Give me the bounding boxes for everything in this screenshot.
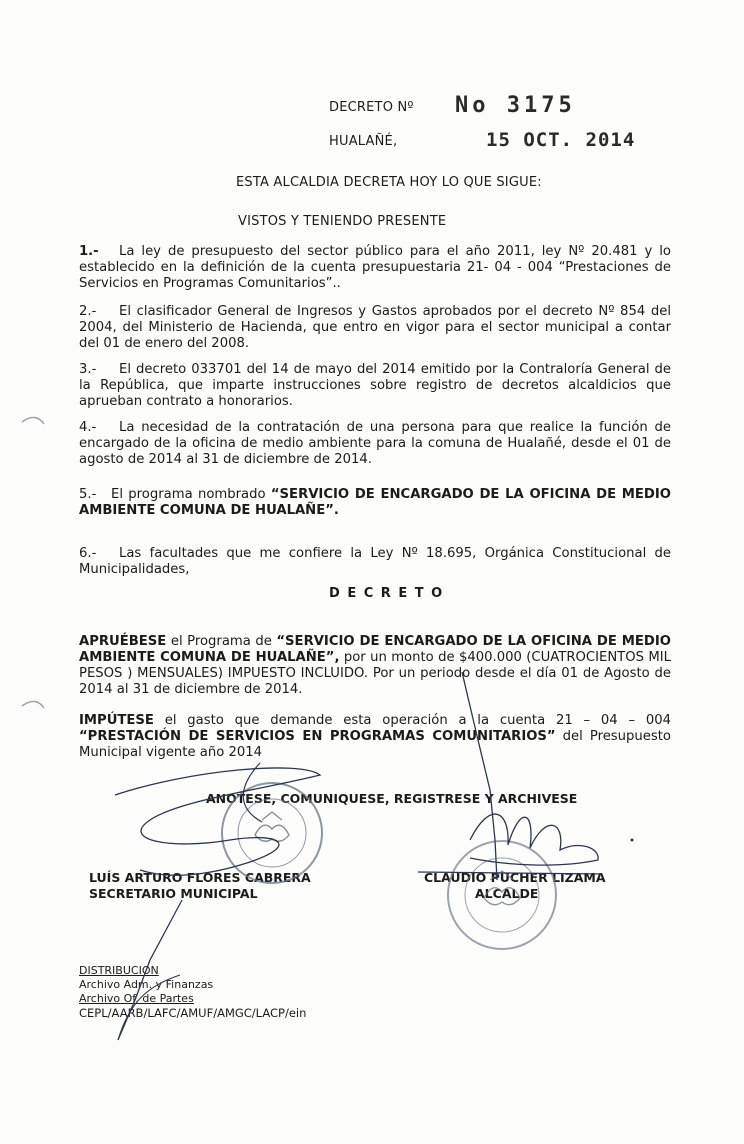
imputese-paragraph — [79, 713, 671, 761]
imputese-word: IMPÚTESE — [79, 713, 154, 728]
item-text: La ley de presupuesto del sector público para el año 2011, ley Nº 20.481 y lo establecido en la definición de la cuenta presupuestaria 21- 04 - 004 “Prestaciones de Servicios en Programas Comunitarios”.. — [79, 244, 671, 291]
item-text: La necesidad de la contratación de una persona para que realice la función de encargado de la oficina de medio ambiente para la comuna de Hualañé, desde el 01 de agosto de 2014 al 31 de diciembre de 2014. — [79, 420, 671, 467]
distribucion-line-3: CEPL/AARB/LAFC/AMUF/AMGC/LACP/ein — [79, 1006, 307, 1020]
right-signatory-name: CLAUDIO PUCHER LIZAMA — [424, 870, 606, 885]
item-text: El clasificador General de Ingresos y Gastos aprobados por el decreto Nº 854 del 2004, del Ministerio de Hacienda, que entro en vigor para el sector municipal a contar del 01 de enero del 2008. — [79, 304, 671, 351]
left-signature-mark — [115, 768, 320, 875]
apruebese-paragraph — [79, 634, 671, 698]
imputese-text-1: el gasto que demande esta operación a la cuenta 21 – 04 – 004 — [153, 713, 671, 728]
anotese-line: ANOTESE, COMUNIQUESE, REGISTRESE Y ARCHIVESE — [206, 791, 578, 806]
item-number: 4.- — [79, 420, 97, 435]
left-signatory-name: LUÍS ARTURO FLORES CABRERA — [89, 870, 311, 885]
item-1 — [79, 244, 671, 292]
apruebese-text-1: el Programa de — [166, 634, 277, 649]
distribucion-line-1: Archivo Adm. y Finanzas — [79, 978, 214, 991]
item-number: 1.- — [79, 244, 99, 259]
item-number: 5.- — [79, 487, 97, 502]
item-2 — [79, 304, 671, 352]
place-label: HUALAÑÉ, — [329, 134, 398, 149]
distribucion-title: DISTRIBUCION — [79, 964, 159, 977]
item-4 — [79, 420, 671, 468]
item-3 — [79, 362, 671, 410]
right-signature-mark — [462, 672, 497, 880]
item-6 — [79, 546, 671, 578]
apruebese-program: “SERVICIO DE ENCARGADO DE LA OFICINA DE MEDIO AMBIENTE COMUNA DE HUALAÑE”, — [79, 634, 671, 665]
decreto-heading: D E C R E T O — [329, 586, 444, 601]
right-signatory-title: ALCALDE — [475, 886, 539, 901]
decreto-label: DECRETO Nº — [329, 100, 414, 115]
item-number: 2.- — [79, 304, 97, 319]
item-text: El programa nombrado — [111, 487, 266, 502]
item-5 — [79, 487, 671, 519]
item-text: El decreto 033701 del 14 de mayo del 2014 emitido por la Contraloría General de la República, que imparte instrucciones sobre registro de decretos alcaldicios que aprueban contrato a honorarios. — [79, 362, 671, 409]
apruebese-text-2: por un monto de $400.000 (CUATROCIENTOS MIL PESOS ) MENSUALES) IMPUESTO INCLUIDO. Por un periodo desde el día 01 de Agosto de 2014 al 31 de diciembre de 2014. — [79, 650, 671, 697]
program-name: “SERVICIO DE ENCARGADO DE LA OFICINA DE MEDIO AMBIENTE COMUNA DE HUALAÑE”. — [79, 487, 671, 518]
left-signatory-title: SECRETARIO MUNICIPAL — [89, 886, 258, 901]
imputese-account: “PRESTACIÓN DE SERVICIOS EN PROGRAMAS COMUNITARIOS” — [79, 729, 556, 744]
imputese-text-2: del Presupuesto Municipal vigente año 2014 — [79, 729, 671, 760]
item-text: Las facultades que me confiere la Ley Nº 18.695, Orgánica Constitucional de Municipalidades, — [79, 546, 671, 577]
decree-date: 15 OCT. 2014 — [486, 129, 636, 151]
intro-line: ESTA ALCALDIA DECRETA HOY LO QUE SIGUE: — [236, 175, 542, 190]
item-number: 3.- — [79, 362, 97, 377]
decreto-number: No 3175 — [455, 93, 576, 118]
vistos-heading: VISTOS Y TENIENDO PRESENTE — [238, 214, 447, 229]
item-number: 6.- — [79, 546, 97, 561]
distribucion-line-2: Archivo Of. de Partes — [79, 992, 194, 1005]
apruebese-word: APRUÉBESE — [79, 634, 167, 649]
